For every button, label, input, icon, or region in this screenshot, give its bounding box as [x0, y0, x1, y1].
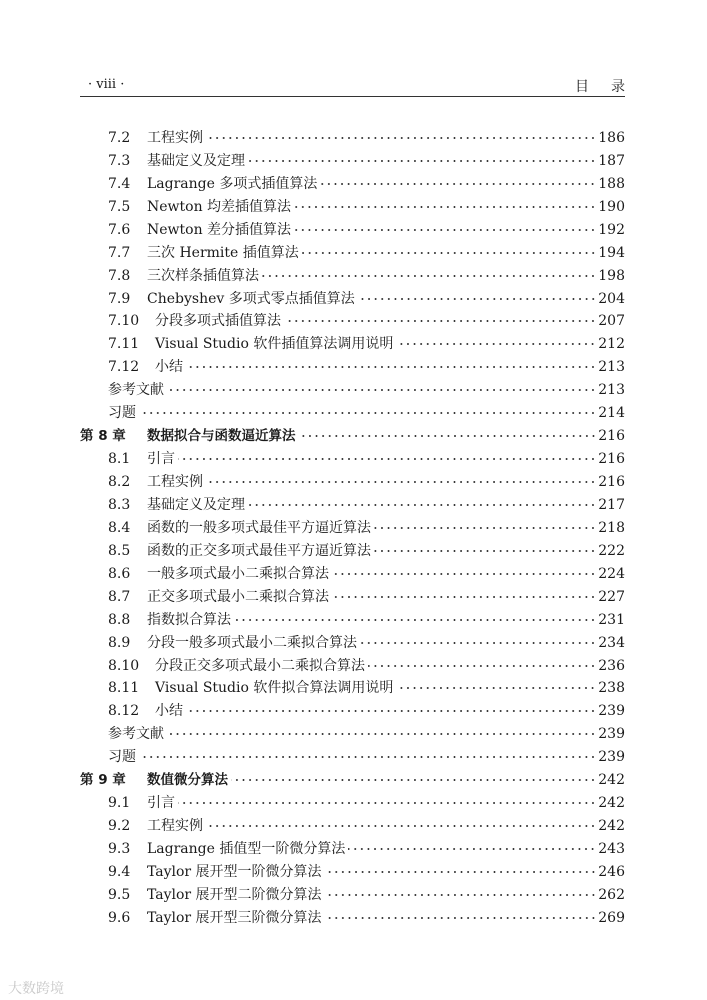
entry-number: 8.8 [108, 611, 131, 628]
entry-number: 7.8 [108, 267, 131, 284]
entry-page-number: 238 [598, 680, 625, 697]
entry-page-number: 239 [598, 703, 625, 720]
entry-number: 9.3 [108, 841, 131, 857]
dot-leader [332, 592, 596, 602]
toc-entry[interactable] [80, 399, 625, 422]
toc-entry[interactable] [80, 583, 625, 606]
entry-title: Visual Studio 软件插值算法调用说明 [155, 336, 394, 353]
entry-number: 8.11 [108, 680, 140, 697]
entry-page-number: 269 [598, 909, 625, 926]
entry-number: 7.9 [108, 290, 131, 307]
toc-entry[interactable] [80, 560, 625, 583]
dot-leader [178, 798, 596, 808]
toc-entry[interactable] [80, 468, 625, 491]
toc-entry[interactable] [80, 697, 625, 720]
entry-title: 函数的正交多项式最佳平方逼近算法 [147, 542, 371, 559]
entry-title: 指数拟合算法 [147, 611, 231, 628]
toc-entry[interactable] [80, 629, 625, 652]
entry-page-number: 242 [598, 818, 625, 835]
entry-number: 9.2 [108, 818, 131, 835]
dot-leader [139, 752, 596, 762]
entry-title: 三次 Hermite 插值算法 [147, 244, 299, 261]
toc-entry[interactable] [80, 193, 625, 216]
entry-page-number: 262 [598, 886, 625, 903]
entry-title: Taylor 展开型一阶微分算法 [147, 863, 322, 880]
entry-title: 工程实例 [147, 129, 203, 146]
dot-leader [374, 546, 596, 556]
entry-page-number: 234 [598, 634, 625, 651]
entry-page-number: 186 [598, 129, 625, 146]
toc-entry[interactable] [80, 445, 625, 468]
entry-title: Chebyshev 多项式零点插值算法 [147, 290, 355, 307]
entry-page-number: 192 [598, 221, 625, 238]
entry-page-number: 204 [598, 290, 625, 307]
dot-leader [396, 683, 596, 693]
dot-leader [374, 523, 596, 533]
toc-entry[interactable] [80, 720, 625, 743]
entry-page-number: 216 [598, 428, 625, 445]
toc-entry[interactable] [80, 491, 625, 514]
toc-entry[interactable] [80, 652, 625, 675]
toc-chapter-entry[interactable] [80, 766, 625, 789]
entry-number: 7.4 [108, 175, 131, 192]
toc-entry[interactable] [80, 330, 625, 353]
entry-page-number: 243 [598, 841, 625, 857]
toc-entry[interactable] [80, 743, 625, 766]
entry-page-number: 214 [598, 405, 625, 422]
entry-number: 7.3 [108, 152, 131, 169]
dot-leader [262, 271, 596, 281]
entry-page-number: 242 [598, 795, 625, 812]
entry-title: Lagrange 多项式插值算法 [147, 175, 318, 192]
dot-leader [178, 454, 596, 464]
entry-page-number: 216 [598, 474, 625, 490]
entry-number: 8.12 [108, 703, 140, 720]
entry-page-number: 242 [598, 772, 625, 789]
dot-leader [167, 385, 596, 395]
dot-leader [248, 156, 596, 166]
toc-chapter-entry[interactable] [80, 422, 625, 445]
toc-entry[interactable] [80, 904, 625, 927]
dot-leader [231, 775, 596, 785]
entry-title: Newton 差分插值算法 [147, 221, 292, 238]
entry-page-number: 187 [598, 152, 625, 169]
entry-title: Lagrange 插值型一阶微分算法 [147, 841, 346, 857]
entry-number: 7.11 [108, 336, 140, 353]
toc-entry[interactable] [80, 170, 625, 193]
dot-leader [294, 202, 596, 212]
dot-leader [325, 913, 597, 923]
entry-page-number: 236 [598, 657, 625, 674]
dot-leader [186, 362, 596, 372]
entry-page-number: 216 [598, 451, 625, 468]
entry-title: Taylor 展开型二阶微分算法 [147, 886, 322, 903]
dot-leader [139, 408, 596, 418]
dot-leader [206, 477, 596, 487]
toc-entry[interactable] [80, 881, 625, 904]
dot-leader [206, 133, 596, 143]
toc-entry[interactable] [80, 514, 625, 537]
entry-number: 第 9 章 [80, 772, 126, 789]
toc-entry[interactable] [80, 353, 625, 376]
entry-number: 9.4 [108, 863, 131, 880]
page-number-label: · viii · [88, 77, 125, 92]
dot-leader [186, 706, 596, 716]
table-of-contents [80, 124, 625, 927]
entry-number: 9.1 [108, 795, 131, 812]
entry-number: 7.12 [108, 359, 140, 376]
entry-title: 三次样条插值算法 [147, 267, 259, 284]
toc-entry[interactable] [80, 124, 625, 147]
entry-number: 9.5 [108, 886, 131, 903]
entry-title: Newton 均差插值算法 [147, 198, 292, 215]
entry-title: 小结 [155, 703, 183, 720]
toc-entry[interactable] [80, 675, 625, 698]
entry-page-number: 212 [598, 336, 625, 353]
entry-page-number: 207 [598, 313, 625, 330]
toc-entry[interactable] [80, 858, 625, 881]
entry-title: Visual Studio 软件拟合算法调用说明 [155, 680, 394, 697]
entry-page-number: 231 [598, 611, 625, 628]
entry-page-number: 213 [598, 382, 625, 399]
toc-entry[interactable] [80, 537, 625, 560]
entry-title: 分段多项式插值算法 [155, 313, 281, 330]
dot-leader [167, 729, 596, 739]
entry-number: 7.6 [108, 221, 131, 238]
dot-leader [396, 339, 596, 349]
dot-leader [348, 844, 596, 854]
entry-title: 分段正交多项式最小二乘拟合算法 [155, 657, 365, 674]
toc-entry[interactable] [80, 835, 625, 858]
entry-number: 8.5 [108, 542, 131, 559]
entry-number: 7.5 [108, 198, 131, 215]
entry-page-number: 239 [598, 726, 625, 743]
entry-title: 数值微分算法 [147, 772, 228, 789]
entry-number: 第 8 章 [80, 428, 126, 445]
dot-leader [325, 890, 597, 900]
entry-page-number: 239 [598, 749, 625, 766]
watermark-logo: 大数跨境 [8, 981, 64, 997]
entry-number: 8.6 [108, 565, 131, 582]
entry-title: 基础定义及定理 [147, 152, 245, 169]
entry-page-number: 194 [598, 244, 625, 261]
entry-title: 一般多项式最小二乘拟合算法 [147, 565, 329, 582]
toc-entry[interactable] [80, 147, 625, 170]
dot-leader [325, 867, 597, 877]
entry-page-number: 188 [598, 175, 625, 192]
entry-page-number: 222 [598, 542, 625, 559]
entry-number: 8.2 [108, 474, 131, 490]
entry-number: 7.7 [108, 244, 131, 261]
entry-page-number: 224 [598, 565, 625, 582]
entry-title: 参考文献 [108, 382, 164, 399]
entry-title: 引言 [147, 451, 175, 468]
dot-leader [302, 248, 597, 258]
toc-entry[interactable] [80, 606, 625, 629]
entry-page-number: 246 [598, 863, 625, 880]
dot-leader [234, 615, 596, 625]
entry-number: 8.7 [108, 588, 131, 605]
toc-entry[interactable] [80, 285, 625, 308]
entry-title: 正交多项式最小二乘拟合算法 [147, 588, 329, 605]
running-header [80, 76, 647, 97]
entry-title: 基础定义及定理 [147, 496, 245, 513]
entry-title: 引言 [147, 795, 175, 812]
entry-number: 8.10 [108, 657, 140, 674]
dot-leader [284, 316, 596, 326]
entry-title: 数据拟合与函数逼近算法 [147, 428, 296, 445]
dot-leader [206, 821, 596, 831]
toc-entry[interactable] [80, 216, 625, 239]
entry-title: 小结 [155, 359, 183, 376]
entry-page-number: 190 [598, 198, 625, 215]
toc-entry[interactable] [80, 308, 625, 331]
dot-leader [299, 431, 597, 441]
entry-number: 8.9 [108, 634, 131, 651]
entry-title: 习题 [108, 405, 136, 422]
entry-title: 函数的一般多项式最佳平方逼近算法 [147, 519, 371, 536]
dot-leader [248, 500, 596, 510]
toc-entry[interactable] [80, 262, 625, 285]
entry-number: 8.4 [108, 519, 131, 536]
entry-number: 7.2 [108, 129, 131, 146]
entry-number: 9.6 [108, 909, 131, 926]
entry-page-number: 217 [598, 496, 625, 513]
toc-entry[interactable] [80, 376, 625, 399]
header-section-title: 目录 [575, 79, 647, 95]
entry-title: Taylor 展开型三阶微分算法 [147, 909, 322, 926]
entry-title: 工程实例 [147, 818, 203, 835]
dot-leader [358, 294, 597, 304]
dot-leader [294, 225, 596, 235]
entry-number: 7.10 [108, 313, 140, 330]
toc-entry[interactable] [80, 239, 625, 262]
entry-page-number: 213 [598, 359, 625, 376]
entry-page-number: 218 [598, 519, 625, 536]
dot-leader [320, 179, 596, 189]
entry-number: 8.1 [108, 451, 131, 468]
toc-entry[interactable] [80, 789, 625, 812]
entry-title: 分段一般多项式最小二乘拟合算法 [147, 634, 357, 651]
toc-entry[interactable] [80, 812, 625, 835]
dot-leader [360, 638, 596, 648]
entry-number: 8.3 [108, 496, 131, 513]
entry-page-number: 227 [598, 588, 625, 605]
entry-title: 参考文献 [108, 726, 164, 743]
entry-title: 工程实例 [147, 474, 203, 490]
dot-leader [368, 661, 596, 671]
entry-title: 习题 [108, 749, 136, 766]
dot-leader [332, 569, 596, 579]
entry-page-number: 198 [598, 267, 625, 284]
